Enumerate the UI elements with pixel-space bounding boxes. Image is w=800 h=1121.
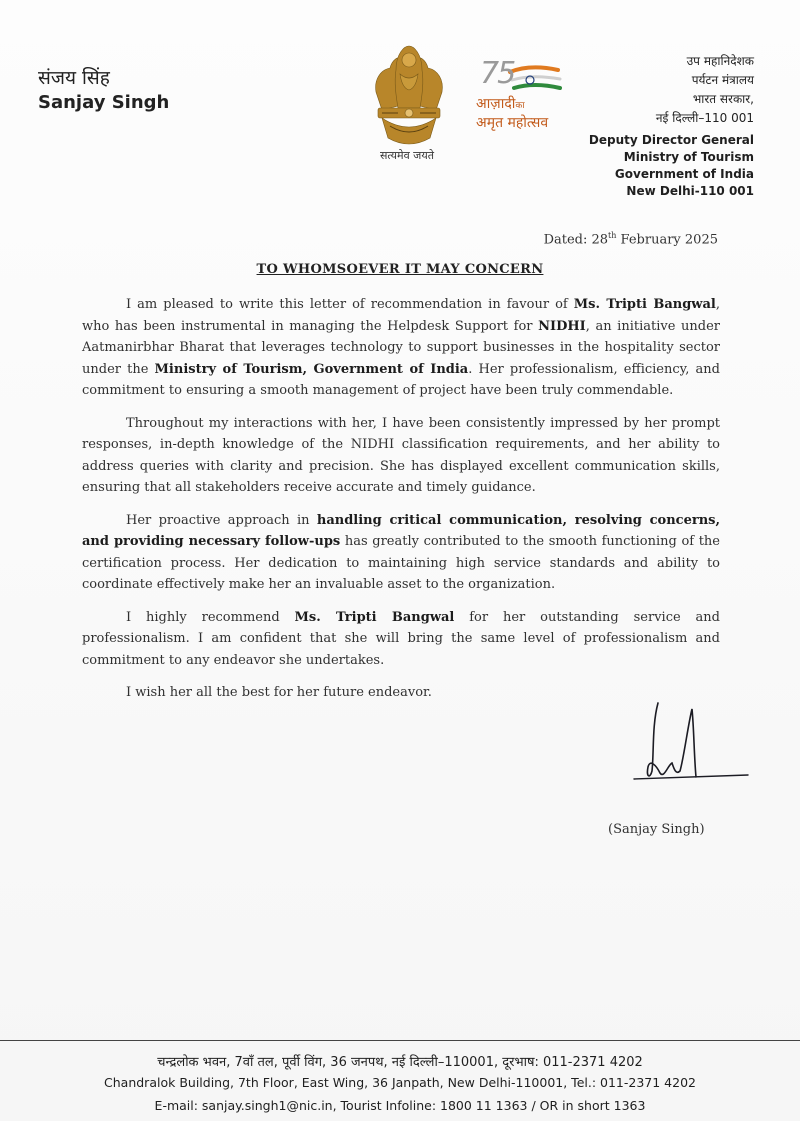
letter-body xyxy=(82,294,720,715)
paragraph-3: Her proactive approach in handling critical communication, resolving concerns, and providing necessary follow-ups has greatly contributed to the smooth functioning of the certification process. Her dedication to maintaining high service standards and ability to coordinate effectively make her an invaluable asset to the organization. xyxy=(82,512,720,592)
signatory-name: (Sanjay Singh) xyxy=(608,822,705,837)
azadi-logo-line2: अमृत महोत्सव xyxy=(476,115,549,131)
designation-block xyxy=(554,52,754,200)
azadi-logo-line1: आज़ादीका xyxy=(476,96,525,112)
footer-divider xyxy=(0,1040,800,1041)
paragraph-1: I am pleased to write this letter of recommendation in favour of Ms. Tripti Bangwal, who has been instrumental in managing the Helpdesk Support for NIDHI, an initiative under Aatmanirbhar Bharat that leverages technology to support businesses in the hospitality sector under the Ministry of Tourism, Government of India. Her professionalism, efficiency, and commitment to ensuring a smooth management of project have been truly commendable. xyxy=(82,297,721,398)
handwritten-signature xyxy=(630,695,750,790)
designation-hindi: उप महानिदेशक पर्यटन मंत्रालय भारत सरकार, नई दिल्ली–110 001 xyxy=(655,54,754,125)
footer-address-english: Chandralok Building, 7th Floor, East Wing, 36 Janpath, New Delhi-110001, Tel.: 011-2371 4202 xyxy=(104,1075,696,1090)
emblem-motto: सत्यमेव जयते xyxy=(379,149,434,162)
paragraph-2: Throughout my interactions with her, I have been consistently impressed by her prompt responses, in-depth knowledge of the NIDHI classification requirements, and her ability to address queries with clarity and precision. She has displayed excellent communication skills, ensuring that all stakeholders receive accurate and timely guidance. xyxy=(82,415,720,495)
letter-heading: TO WHOMSOEVER IT MAY CONCERN xyxy=(256,262,544,277)
footer-address-hindi: चन्द्रलोक भवन, 7वाँ तल, पूर्वी विंग, 36 जनपथ, नई दिल्ली–110001, दूरभाष: 011-2371 4202 xyxy=(157,1055,643,1070)
paragraph-5: I wish her all the best for her future endeavor. xyxy=(126,685,432,700)
sender-name-english: Sanjay Singh xyxy=(38,92,170,113)
national-emblem-icon xyxy=(368,40,450,152)
azadi-logo-number: 75 xyxy=(480,56,515,91)
footer-contact: E-mail: sanjay.singh1@nic.in, Tourist Infoline: 1800 11 1363 / OR in short 1363 xyxy=(154,1098,646,1113)
letter-date: Dated: 28th February 2025 xyxy=(543,231,718,248)
paragraph-4: I highly recommend Ms. Tripti Bangwal for her outstanding service and professionalism. I am confident that she will bring the same level of professionalism and commitment to any endeavor she undertakes. xyxy=(82,609,720,668)
designation-english: Deputy Director General Ministry of Tourism Government of India New Delhi-110 001 xyxy=(588,133,754,198)
sender-name-hindi: संजय सिंह xyxy=(38,67,110,89)
